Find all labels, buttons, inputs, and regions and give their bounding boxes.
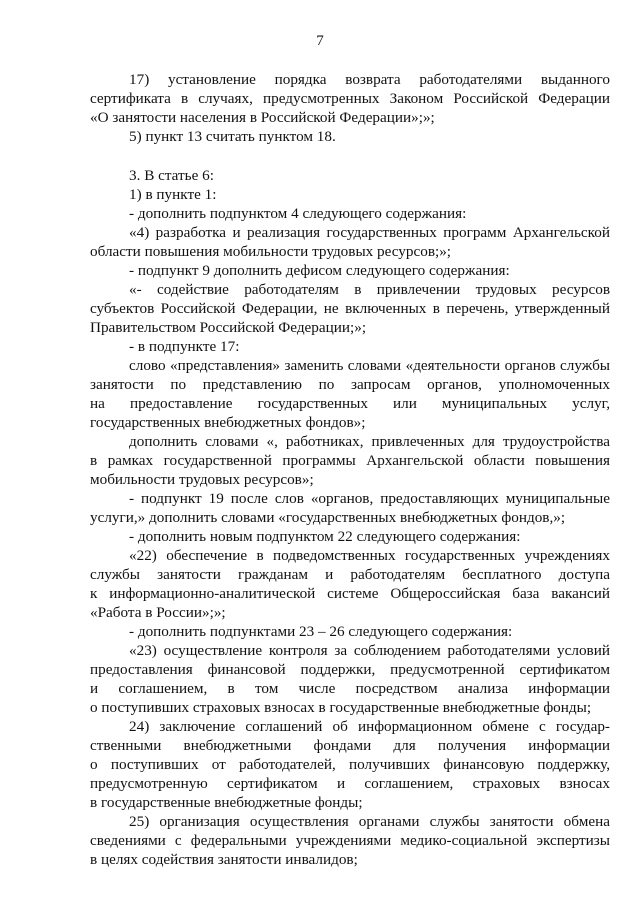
- text-line: - в подпункте 17:: [129, 338, 240, 355]
- text-line: в целях содействия занятости инвалидов;: [90, 851, 358, 868]
- text-line: «23) осуществление контроля за соблюдением работодателями условий: [129, 642, 610, 659]
- text-line: в рамках государственной программы Архангельской области повышения: [90, 452, 610, 469]
- text-line: и соглашением, в том числе посредством анализа информации: [90, 680, 610, 697]
- text-line: Правительством Российской Федерации;»;: [90, 319, 367, 336]
- text-line: сведениями с федеральными учреждениями медико-социальной экспертизы: [90, 832, 610, 849]
- text-line: «22) обеспечение в подведомственных государственных учреждениях: [129, 547, 610, 564]
- text-line: службы занятости гражданам и работодателям бесплатного доступа: [90, 566, 610, 583]
- text-line: дополнить словами «, работниках, привлеченных для трудоустройства: [129, 433, 610, 450]
- text-line: - подпункт 9 дополнить дефисом следующего содержания:: [129, 262, 510, 279]
- text-line: о поступивших страховых взносах в государственные внебюджетные фонды;: [90, 699, 592, 716]
- text-line: услуги,» дополнить словами «государственных внебюджетных фондов,»;: [90, 509, 566, 526]
- paragraph-gap: [90, 146, 610, 166]
- text-line: ственными внебюджетными фондами для получения информации: [90, 737, 610, 754]
- text-line: предоставления финансовой поддержки, предусмотренной сертификатом: [90, 661, 610, 678]
- text-line: к информационно-аналитической системе Общероссийская база вакансий: [90, 585, 610, 602]
- text-line: 25) организация осуществления органами службы занятости обмена: [129, 813, 610, 830]
- text-line: «4) разработка и реализация государственных программ Архангельской: [129, 224, 610, 241]
- document-body: [90, 70, 610, 869]
- text-line: - дополнить подпунктами 23 – 26 следующего содержания:: [129, 623, 513, 640]
- page-number: 7: [316, 33, 324, 49]
- text-line: занятости по представлению по запросам органов, уполномоченных: [90, 376, 610, 393]
- text-line: 1) в пункте 1:: [129, 186, 217, 203]
- text-line: - подпункт 19 после слов «органов, предоставляющих муниципальные: [129, 490, 610, 507]
- text-line: «О занятости населения в Российской Федерации»;»;: [90, 109, 435, 126]
- text-line: 17) установление порядка возврата работодателями выданного: [129, 71, 610, 88]
- text-line: в государственные внебюджетные фонды;: [90, 794, 363, 811]
- text-line: 5) пункт 13 считать пунктом 18.: [129, 128, 336, 145]
- text-line: - дополнить новым подпунктом 22 следующего содержания:: [129, 528, 521, 545]
- text-line: предусмотренную сертификатом и соглашением, страховых взносах: [90, 775, 610, 792]
- text-line: мобильности трудовых ресурсов»;: [90, 471, 314, 488]
- text-line: слово «представления» заменить словами «деятельности органов службы: [129, 357, 610, 374]
- text-line: «Работа в России»;»;: [90, 604, 226, 621]
- text-line: о поступивших от работодателей, получивших финансовую поддержку,: [90, 756, 610, 773]
- text-line: 24) заключение соглашений об информационном обмене с государ-: [129, 718, 610, 735]
- text-line: на предоставление государственных или муниципальных услуг,: [90, 395, 610, 412]
- text-line: субъектов Российской Федерации, не включенных в перечень, утвержденный: [90, 300, 610, 317]
- text-line: сертификата в случаях, предусмотренных Законом Российской Федерации: [90, 90, 610, 107]
- text-line: государственных внебюджетных фондов»;: [90, 414, 366, 431]
- text-line: - дополнить подпунктом 4 следующего содержания:: [129, 205, 467, 222]
- text-line: 3. В статье 6:: [129, 167, 214, 184]
- text-line: «- содействие работодателям в привлечении трудовых ресурсов: [129, 281, 610, 298]
- text-line: области повышения мобильности трудовых ресурсов;»;: [90, 243, 452, 260]
